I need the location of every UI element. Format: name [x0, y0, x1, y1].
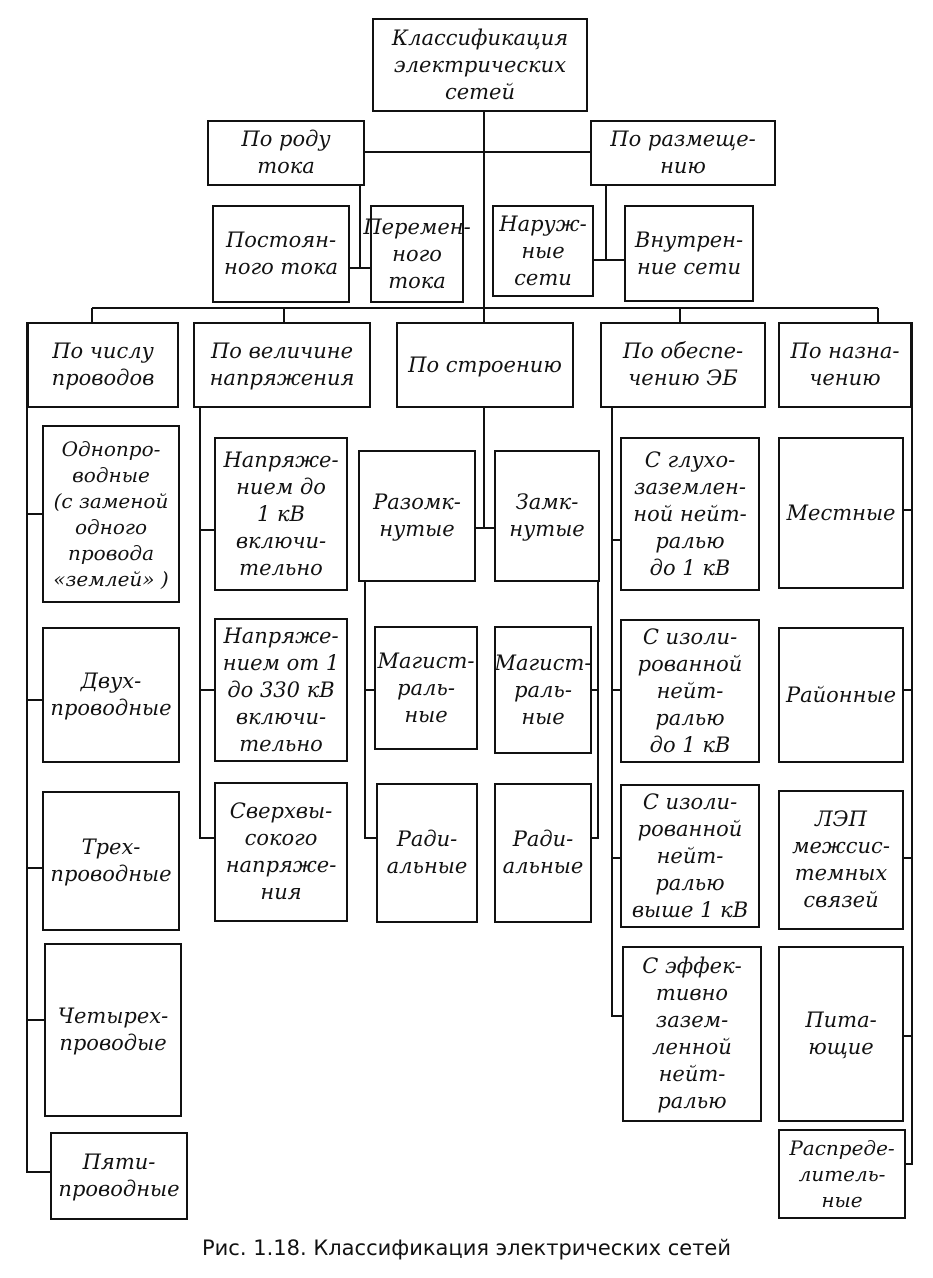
- open-radial-node: Ради- альные: [376, 783, 478, 923]
- voltage-item: Напряже- нием до 1 кВ включи- тельно: [214, 437, 348, 591]
- figure-caption: Рис. 1.18. Классификация электрических сетей: [202, 1236, 731, 1260]
- wires-item: Пяти- проводные: [50, 1132, 188, 1220]
- purpose-item: Распреде- литель- ные: [778, 1129, 906, 1219]
- wires-item: Четырех- проводые: [44, 943, 182, 1117]
- indoor-networks-node: Внутрен- ние сети: [624, 205, 754, 302]
- safety-column-header: По обеспе- чению ЭБ: [600, 322, 766, 408]
- safety-item: С глухо- заземлен- ной нейт- ралью до 1 кВ: [620, 437, 760, 591]
- purpose-item: Местные: [778, 437, 904, 589]
- safety-item: С изоли- рованной нейт- ралью до 1 кВ: [620, 619, 760, 763]
- placement-node: По размеще- нию: [590, 120, 776, 186]
- purpose-item: Районные: [778, 627, 904, 763]
- purpose-item: ЛЭП межсис- темных связей: [778, 790, 904, 930]
- open-trunk-node: Магист- раль- ные: [374, 626, 478, 750]
- closed-networks-node: Замк- нутые: [494, 450, 600, 582]
- voltage-item: Сверхвы- сокого напряже- ния: [214, 782, 348, 922]
- wires-item: Однопро- водные (с заменой одного провода «землей» ): [42, 425, 180, 603]
- wires-column-header: По числу проводов: [27, 322, 179, 408]
- outdoor-networks-node: Наруж- ные сети: [492, 205, 594, 297]
- safety-item: С изоли- рованной нейт- ралью выше 1 кВ: [620, 784, 760, 928]
- root-node: Классификация электрических сетей: [372, 18, 588, 112]
- voltage-column-header: По величине напряжения: [193, 322, 371, 408]
- direct-current-node: Постоян- ного тока: [212, 205, 350, 303]
- purpose-item: Пита- ющие: [778, 946, 904, 1122]
- wires-item: Трех- проводные: [42, 791, 180, 931]
- current-type-node: По роду тока: [207, 120, 365, 186]
- structure-column-header: По строению: [396, 322, 574, 408]
- closed-radial-node: Ради- альные: [494, 783, 592, 923]
- safety-item: С эффек- тивно зазем- ленной нейт- ралью: [622, 946, 762, 1122]
- closed-trunk-node: Магист- раль- ные: [494, 626, 592, 754]
- voltage-item: Напряже- нием от 1 до 330 кВ включи- тельно: [214, 618, 348, 762]
- open-networks-node: Разомк- нутые: [358, 450, 476, 582]
- purpose-column-header: По назна- чению: [778, 322, 912, 408]
- wires-item: Двух- проводные: [42, 627, 180, 763]
- alternating-current-node: Перемен- ного тока: [370, 205, 464, 303]
